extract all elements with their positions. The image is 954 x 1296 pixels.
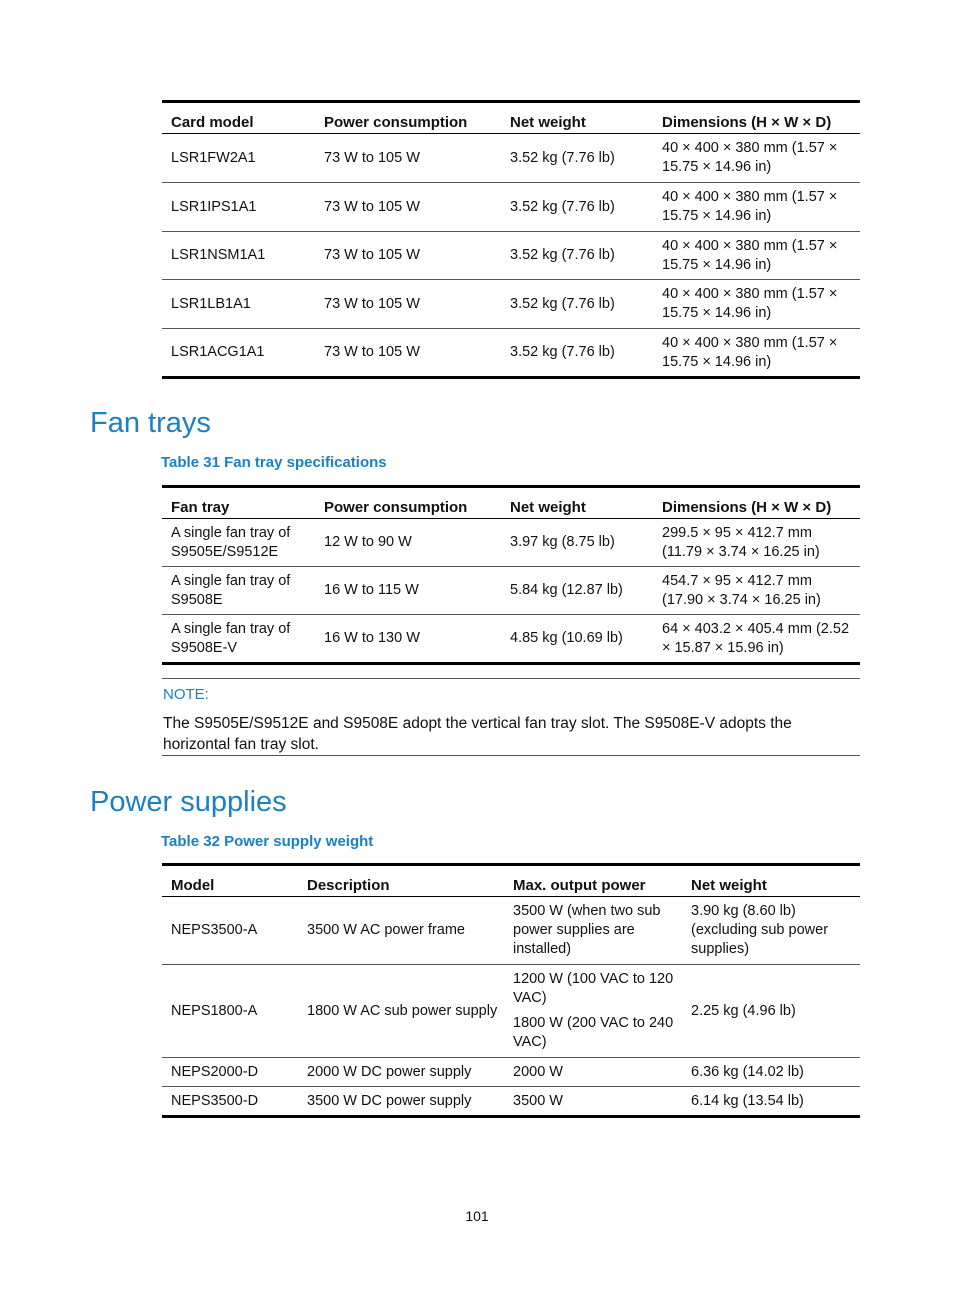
output-power-line: 1200 W (100 VAC to 120 VAC) (513, 971, 674, 1006)
table-cell: 73 W to 105 W (324, 198, 420, 215)
table-cell: 2000 W DC power supply (307, 1063, 472, 1080)
fan-tray-table (162, 485, 860, 665)
table-cell: 12 W to 90 W (324, 534, 412, 550)
table-cell: 16 W to 130 W (324, 630, 420, 646)
table-cell: 40 × 400 × 380 mm (1.57 × 15.75 × 14.96 in) (662, 189, 838, 224)
table-header-row (162, 487, 860, 519)
table-row (162, 519, 860, 567)
output-power-line: 1800 W (200 VAC to 240 VAC) (513, 1015, 674, 1050)
table-row (162, 615, 860, 664)
table-cell: A single fan tray of S9508E-V (171, 620, 291, 656)
column-header: Power consumption (324, 499, 468, 516)
table-cell: 73 W to 105 W (324, 247, 420, 263)
table-cell: 2.25 kg (4.96 lb) (691, 1002, 796, 1019)
table-cell: NEPS2000-D (171, 1063, 259, 1080)
table-cell: 5.84 kg (12.87 lb) (510, 582, 623, 598)
table-cell: 3.97 kg (8.75 lb) (510, 534, 615, 550)
column-header: Net weight (510, 114, 586, 131)
table-cell: LSR1ACG1A1 (171, 344, 265, 360)
page-number: 101 (465, 1208, 489, 1224)
column-header: Net weight (510, 499, 586, 516)
table-cell: 3.52 kg (7.76 lb) (510, 344, 615, 360)
table-caption-fan-trays: Table 31 Fan tray specifications (161, 454, 387, 471)
table-cell: LSR1LB1A1 (171, 295, 251, 312)
table-row (162, 183, 860, 232)
column-header: Card model (171, 114, 254, 131)
note-box (162, 678, 860, 756)
table-cell: A single fan tray of S9508E (171, 572, 291, 608)
table-cell: 40 × 400 × 380 mm (1.57 × 15.75 × 14.96 in) (662, 286, 838, 321)
column-header: Dimensions (H × W × D) (662, 499, 832, 516)
table-cell: 2000 W (513, 1063, 563, 1080)
table-cell: 4.85 kg (10.69 lb) (510, 630, 623, 646)
table-cell: 40 × 400 × 380 mm (1.57 × 15.75 × 14.96 in) (662, 334, 838, 370)
table-row (162, 232, 860, 280)
table-cell: LSR1NSM1A1 (171, 247, 266, 263)
column-header: Max. output power (513, 877, 646, 894)
table-caption-power-supplies: Table 32 Power supply weight (161, 833, 374, 850)
table-cell: 16 W to 115 W (324, 582, 419, 598)
column-header: Model (171, 877, 215, 894)
table-cell: 6.36 kg (14.02 lb) (691, 1063, 804, 1080)
table-cell: 454.7 × 95 × 412.7 mm (17.90 × 3.74 × 16.25 in) (662, 572, 821, 608)
table-row (162, 965, 860, 1058)
table-row (162, 567, 860, 615)
table-cell: 3500 W (513, 1092, 563, 1109)
table-cell: LSR1IPS1A1 (171, 198, 257, 215)
table-cell: 73 W to 105 W (324, 344, 420, 360)
table-cell: 3.52 kg (7.76 lb) (510, 295, 615, 312)
section-heading-fan-trays: Fan trays (90, 407, 211, 439)
note-label: NOTE: (163, 686, 209, 703)
column-header: Net weight (691, 877, 767, 894)
table-cell: 73 W to 105 W (324, 295, 420, 312)
table-header-row (162, 865, 860, 897)
table-row (162, 280, 860, 329)
table-cell: 299.5 × 95 × 412.7 mm (11.79 × 3.74 × 16.25 in) (662, 524, 820, 560)
table-row (162, 134, 860, 183)
table-cell: 3.90 kg (8.60 lb) (excluding sub power supplies) (691, 903, 829, 957)
table-cell: A single fan tray of S9505E/S9512E (171, 524, 291, 560)
table-cell: 3500 W (when two sub power supplies are installed) (513, 903, 661, 957)
table-cell: 6.14 kg (13.54 lb) (691, 1092, 804, 1109)
table-cell: LSR1FW2A1 (171, 149, 256, 166)
table-cell: 1800 W AC sub power supply (307, 1002, 498, 1019)
column-header: Fan tray (171, 499, 230, 516)
table-cell: NEPS1800-A (171, 1002, 258, 1019)
table-cell: 3.52 kg (7.76 lb) (510, 198, 615, 215)
table-cell: 3.52 kg (7.76 lb) (510, 149, 615, 166)
table-row (162, 1058, 860, 1087)
table-cell: 3.52 kg (7.76 lb) (510, 247, 615, 263)
table-cell: 73 W to 105 W (324, 149, 420, 166)
table-row (162, 897, 860, 965)
table-cell: 3500 W DC power supply (307, 1092, 472, 1109)
section-heading-power-supplies: Power supplies (90, 786, 287, 818)
card-spec-table (162, 100, 860, 379)
table-cell: NEPS3500-D (171, 1092, 259, 1109)
table-cell: NEPS3500-A (171, 922, 258, 938)
table-cell: 40 × 400 × 380 mm (1.57 × 15.75 × 14.96 in) (662, 140, 838, 175)
note-text: The S9505E/S9512E and S9508E adopt the vertical fan tray slot. The S9508E-V adopts the horizontal fan tray slot. (163, 715, 792, 753)
table-row (162, 1087, 860, 1117)
table-cell: 40 × 400 × 380 mm (1.57 × 15.75 × 14.96 in) (662, 237, 838, 273)
table-row (162, 329, 860, 378)
column-header: Power consumption (324, 114, 468, 131)
table-cell (504, 965, 682, 1058)
table-cell: 64 × 403.2 × 405.4 mm (2.52 × 15.87 × 15.96 in) (662, 620, 850, 656)
table-cell: 3500 W AC power frame (307, 922, 465, 938)
column-header: Description (307, 877, 390, 894)
column-header: Dimensions (H × W × D) (662, 114, 832, 131)
power-supply-table (162, 863, 860, 1118)
table-header-row (162, 102, 860, 134)
